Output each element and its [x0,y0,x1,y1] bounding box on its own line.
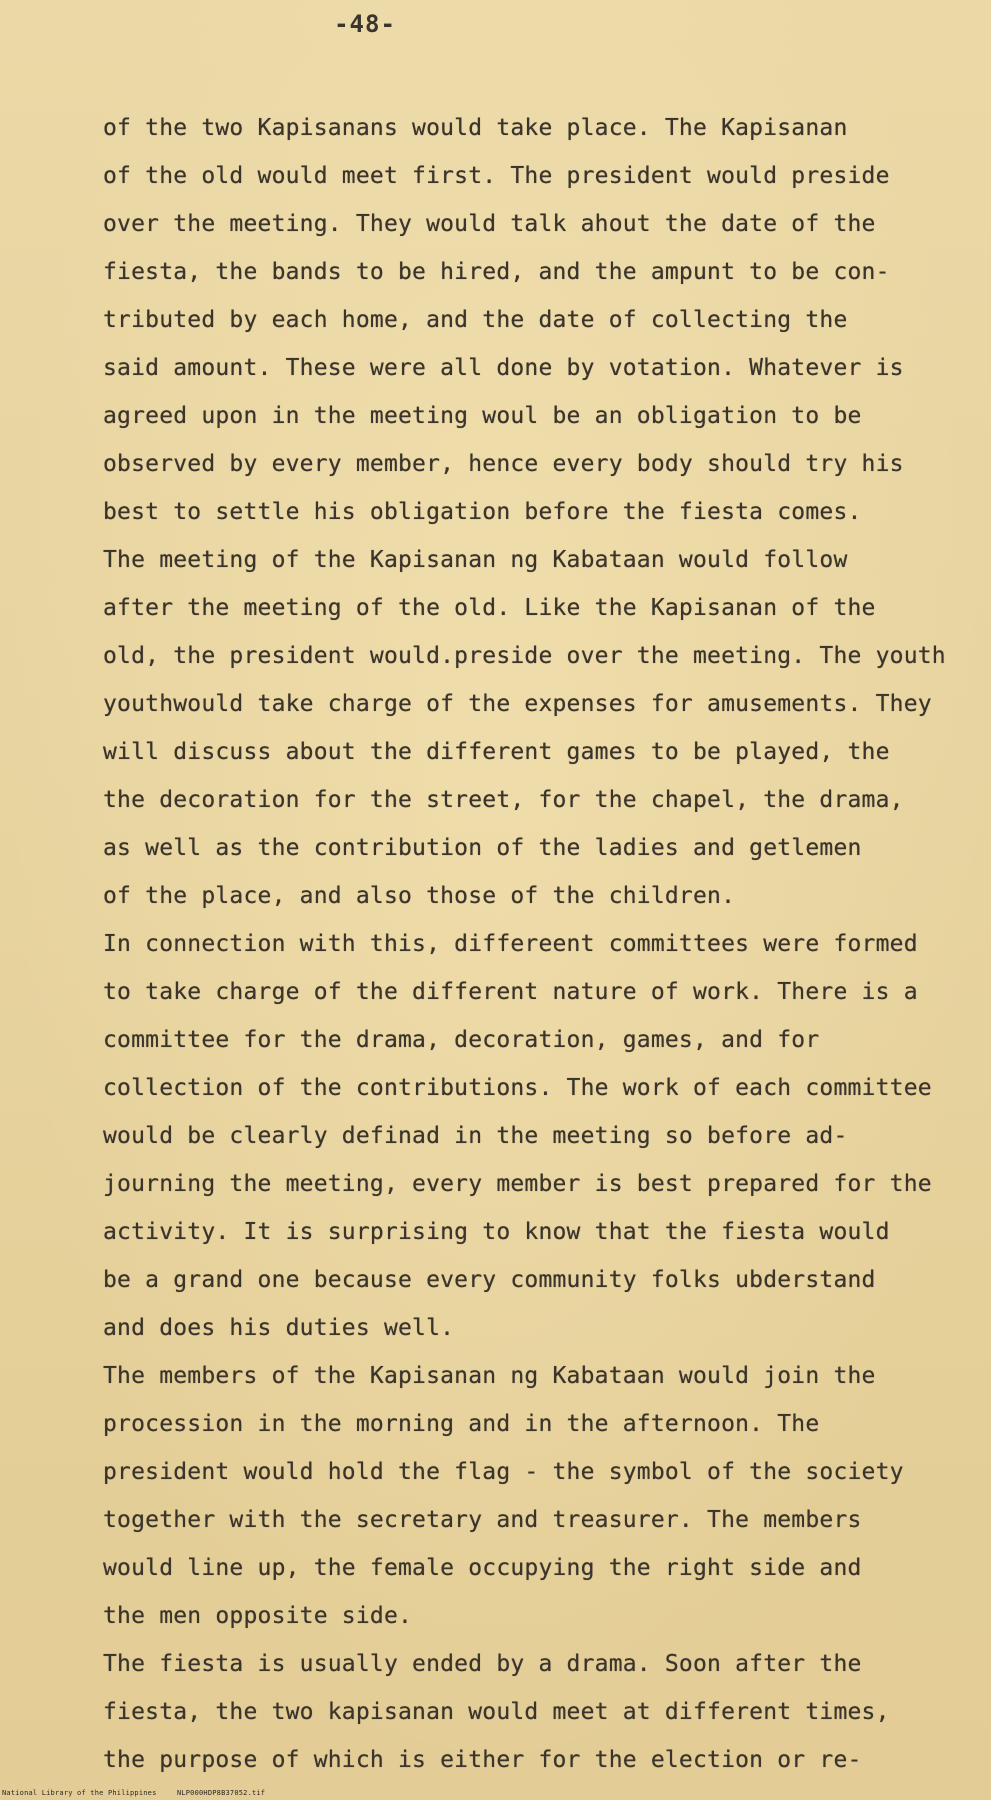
text-line: The meeting of the Kapisanan ng Kabataan would follow [103,547,848,573]
text-line: journing the meeting, every member is best prepared for the [103,1171,932,1197]
text-line: activity. It is surprising to know that the fiesta would [103,1219,890,1245]
text-line: the men opposite side. [103,1603,413,1629]
page-number: -48- [334,10,396,38]
text-line: would line up, the female occupying the right side and [103,1555,862,1581]
typewritten-body [103,104,983,1784]
text-line: collection of the contributions. The work of each committee [103,1075,932,1101]
text-line: of the two Kapisanans would take place. The Kapisanan [103,115,848,141]
text-line: the purpose of which is either for the election or re- [103,1747,862,1773]
text-line: fiesta, the bands to be hired, and the ampunt to be con- [103,259,890,285]
scan-footer [2,1789,281,1797]
text-line: youthwould take charge of the expenses for amusements. They [103,691,932,717]
footer-institution: National Library of the Philippines [2,1789,157,1797]
text-line: best to settle his obligation before the fiesta comes. [103,499,862,525]
text-line: of the old would meet first. The president would preside [103,163,890,189]
text-line: agreed upon in the meeting woul be an obligation to be [103,403,862,429]
text-line: The members of the Kapisanan ng Kabataan would join the [103,1363,876,1389]
text-line: In connection with this, differeent committees were formed [103,931,918,957]
text-line: said amount. These were all done by votation. Whatever is [103,355,904,381]
text-line: committee for the drama, decoration, games, and for [103,1027,820,1053]
text-line: after the meeting of the old. Like the Kapisanan of the [103,595,876,621]
text-line: as well as the contribution of the ladies and getlemen [103,835,862,861]
text-line: will discuss about the different games to be played, the [103,739,890,765]
text-line: fiesta, the two kapisanan would meet at different times, [103,1699,890,1725]
text-line: president would hold the flag - the symbol of the society [103,1459,904,1485]
text-line: old, the president would.preside over the meeting. The youth [103,643,946,669]
text-line: procession in the morning and in the afternoon. The [103,1411,820,1437]
text-line: and does his duties well. [103,1315,455,1341]
text-line: tributed by each home, and the date of collecting the [103,307,848,333]
footer-file-id: NLP000HDP8B37052.tif [176,1789,266,1797]
text-line: observed by every member, hence every body should try his [103,451,904,477]
text-line: of the place, and also those of the children. [103,883,736,909]
text-line: the decoration for the street, for the chapel, the drama, [103,787,904,813]
text-line: be a grand one because every community folks ubderstand [103,1267,876,1293]
text-line: together with the secretary and treasurer. The members [103,1507,862,1533]
text-line: over the meeting. They would talk ahout the date of the [103,211,876,237]
text-line: to take charge of the different nature of work. There is a [103,979,918,1005]
text-line: The fiesta is usually ended by a drama. Soon after the [103,1651,862,1677]
text-line: would be clearly definad in the meeting so before ad- [103,1123,848,1149]
